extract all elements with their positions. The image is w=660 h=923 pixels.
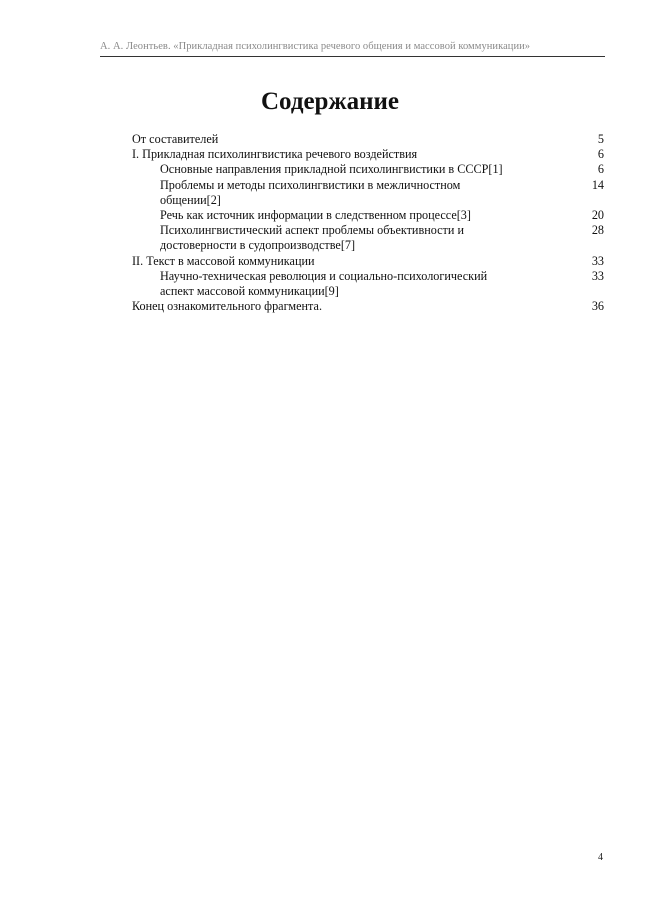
toc-entry-label: От составителей: [132, 132, 219, 146]
toc-entry-page: 33: [591, 268, 604, 283]
toc-entry[interactable]: [132, 132, 604, 147]
toc-entry[interactable]: [132, 223, 604, 253]
toc-entry-label: Научно-техническая революция и социально-психологический аспект массовой коммуникации[9]: [160, 268, 488, 299]
table-of-contents: [132, 132, 604, 314]
toc-entry[interactable]: [132, 254, 604, 269]
toc-entry[interactable]: [132, 162, 604, 177]
page-number: 4: [598, 852, 603, 863]
toc-entry-page: 36: [591, 299, 604, 314]
toc-entry-label: I. Прикладная психолингвистика речевого воздействия: [132, 147, 418, 162]
running-header: А. А. Леонтьев. «Прикладная психолингвистика речевого общения и массовой коммуникации»: [100, 41, 531, 52]
toc-entry-label: Конец ознакомительного фрагмента.: [132, 299, 322, 314]
toc-entry[interactable]: [132, 269, 604, 299]
header-divider: [100, 56, 605, 57]
toc-entry-page: 33: [591, 253, 604, 268]
toc-entry[interactable]: [132, 208, 604, 223]
toc-entry-page: 20: [591, 208, 604, 223]
toc-entry[interactable]: [132, 147, 604, 162]
toc-entry-page: 6: [597, 162, 604, 177]
toc-entry-page: 6: [597, 147, 604, 162]
toc-entry-label: Проблемы и методы психолингвистики в межличностном общении[2]: [160, 177, 461, 207]
toc-entry-page: 28: [591, 223, 604, 238]
toc-title: Содержание: [260, 88, 399, 115]
toc-entry[interactable]: [132, 299, 604, 314]
toc-entry[interactable]: [132, 178, 604, 208]
toc-entry-page: 5: [597, 132, 604, 146]
toc-entry-label: Психолингвистический аспект проблемы объективности и достоверности в судопроизводстве[7]: [160, 223, 464, 253]
toc-entry-label: Речь как источник информации в следственном процессе[3]: [160, 208, 471, 223]
toc-entry-label: Основные направления прикладной психолингвистики в СССР[1]: [160, 162, 503, 177]
toc-entry-page: 14: [591, 177, 604, 192]
toc-entry-label: II. Текст в массовой коммуникации: [132, 253, 315, 268]
